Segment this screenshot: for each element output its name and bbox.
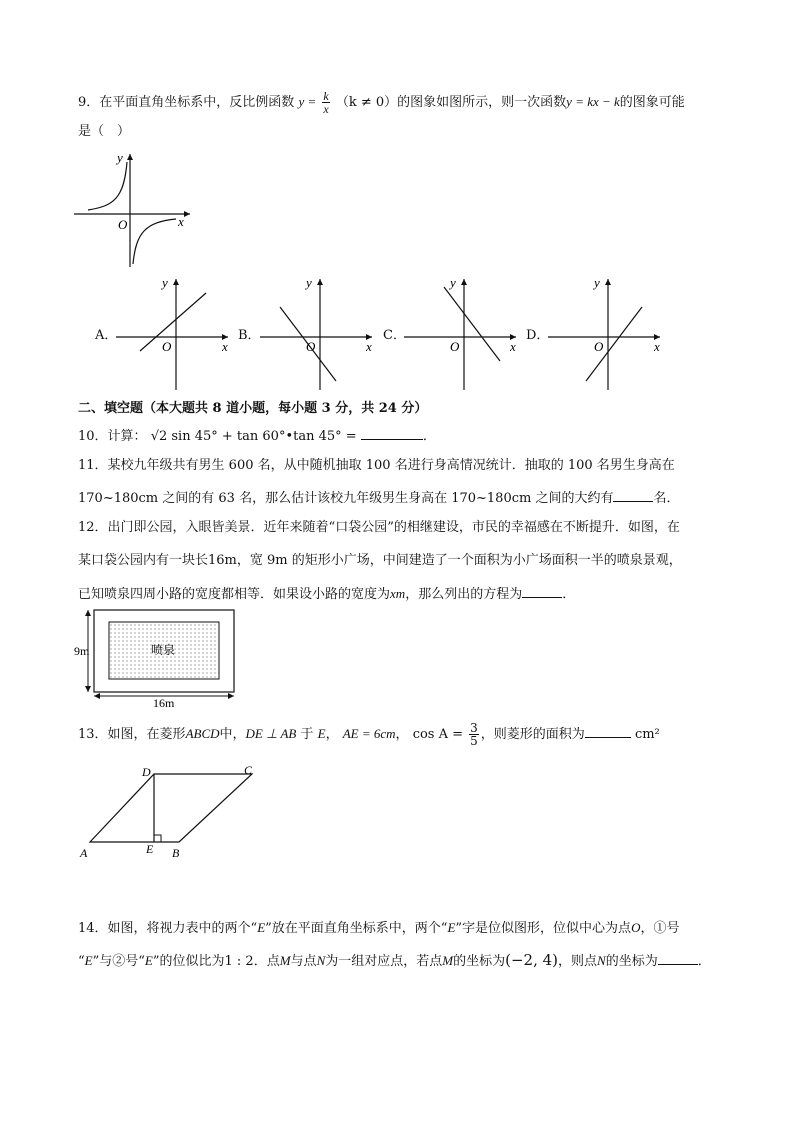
rhombus <box>90 774 252 842</box>
q14-n: N <box>316 953 326 968</box>
q9-line1 <box>78 90 685 115</box>
q10-tail: ． <box>422 429 436 444</box>
q14-tail: ． <box>697 954 711 969</box>
q12-answer-blank[interactable] <box>522 585 562 598</box>
q14-text-11: 的坐标为 <box>605 954 658 969</box>
q10-line <box>78 427 436 445</box>
point-c-label: C <box>244 763 253 777</box>
q14-text-9: 的坐标为 <box>453 954 506 969</box>
y-arrow-icon <box>127 154 133 160</box>
q12-line1: 12．出门即公园，入眼皆美景．近年来随着“口袋公园”的相继建设，市民的幸福感在不断提升．如图，在 <box>78 520 680 535</box>
q13-line: 13．如图，在菱形ABCD中，DE ⊥ AB 于 E， AE = 6cm， cos A = $\frac{3}{5}$ ，则菱形的面积为 cm² <box>78 721 660 748</box>
option-d-graph[interactable] <box>548 277 663 392</box>
q14-text-3: ”字是位似图形，位似中心为点 <box>455 921 632 936</box>
q12-line3 <box>78 585 575 603</box>
option-a-label[interactable]: A． <box>95 328 118 343</box>
q10-answer-blank[interactable] <box>361 427 423 440</box>
q9-hyperbola-graph <box>74 152 194 267</box>
y-label: y <box>117 150 123 165</box>
q13-unit: cm² <box>634 727 660 742</box>
q13-perp: DE ⊥ AB <box>245 726 297 741</box>
q14-text-5: ”与②号“ <box>92 954 145 969</box>
point-a-label: A <box>80 846 88 860</box>
x-label: x <box>222 339 228 354</box>
q13-text-2: 中， <box>219 727 246 742</box>
origin-label: O <box>450 339 460 354</box>
hyperbola-branch-4 <box>133 219 176 264</box>
q13-cos: cos A = <box>412 727 464 742</box>
origin-label: O <box>162 339 172 354</box>
q9-line2: 是（ ） <box>78 124 131 139</box>
q13-text-4: ，则菱形的面积为 <box>480 727 585 742</box>
frac-denominator: x <box>323 102 329 116</box>
origin-label: O <box>306 339 316 354</box>
q13-answer-blank[interactable] <box>585 725 631 738</box>
q10-text: 计算： <box>107 429 147 444</box>
q11-line1: 11．某校九年级共有男生 600 名，从中随机抽取 100 名进行身高情况统计．抽取的 100 名男生身高在 <box>78 458 675 473</box>
q13-e: E <box>317 726 326 741</box>
q9-text-2: 的图象如图所示，则一次函数 <box>397 95 567 110</box>
q11-tail: 名． <box>653 491 680 506</box>
y-label: y <box>450 275 456 290</box>
question-number: 9． <box>78 95 100 110</box>
q9-condition: （k ≠ 0） <box>335 95 398 110</box>
q13-text-3: 于 <box>300 727 314 742</box>
q14-e: E <box>144 953 153 968</box>
length-label: 16m <box>153 696 175 710</box>
y-label: y <box>594 275 600 290</box>
q14-line1 <box>78 920 679 937</box>
q13-fraction <box>469 722 479 747</box>
q11-text: 170~180cm 之间的有 63 名，那么估计该校九年级男生身高在 170~180cm 之间的大约有 <box>78 491 614 506</box>
q13-ae: AE = 6cm <box>342 726 396 741</box>
q14-e: E <box>447 920 456 935</box>
point-b-label: B <box>172 846 180 860</box>
q14-text-6: ”的位似比为1 : 2．点 <box>152 954 280 969</box>
frac-denominator: 5 <box>470 734 478 748</box>
point-e-label: E <box>146 842 154 856</box>
q14-e: E <box>257 920 266 935</box>
frac-numerator: k <box>323 89 329 103</box>
q14-text: 14．如图，将视力表中的两个“ <box>78 921 258 936</box>
arrow-right-icon <box>228 693 234 699</box>
q12-line2: 某口袋公园内有一块长16m，宽 9m 的矩形小广场，中间建造了一个面积为小广场面积一半的喷泉景观， <box>78 553 682 568</box>
q9-y-eq: y = <box>298 94 317 109</box>
q12-variable: xm <box>390 586 406 601</box>
y-label: y <box>306 275 312 290</box>
q14-quote: “ <box>78 954 85 969</box>
hyperbola-branch-2 <box>88 162 127 210</box>
x-label: x <box>366 339 372 354</box>
q12-text: 已知喷泉四周小路的宽度都相等．如果设小路的宽度为 <box>78 587 391 602</box>
q10-expression: √2 sin 45° + tan 60°•tan 45° = <box>150 429 357 444</box>
arrow-up-icon <box>85 610 91 616</box>
y-arrow-icon <box>317 279 323 285</box>
q14-text-8: 为一组对应点，若点 <box>325 954 443 969</box>
right-angle-mark-icon <box>154 835 161 842</box>
question-number: 10． <box>78 429 108 444</box>
x-label: x <box>178 214 184 229</box>
arrow-left-icon <box>94 693 100 699</box>
q13-rhombus-figure <box>76 762 266 862</box>
q12-tail: ． <box>562 587 576 602</box>
fountain-label: 喷泉 <box>151 643 176 657</box>
q14-o: O <box>631 920 641 935</box>
q13-abcd: ABCD <box>185 726 220 741</box>
option-a-graph[interactable] <box>116 277 231 392</box>
q14-text-10: ，则点 <box>558 954 598 969</box>
q9-text-3: 的图象可能 <box>619 95 685 110</box>
line-graph <box>140 293 206 351</box>
option-b-graph[interactable] <box>260 277 375 392</box>
q11-answer-blank[interactable] <box>613 489 653 502</box>
option-c-graph[interactable] <box>404 277 519 392</box>
q13-text: 如图，在菱形 <box>107 727 186 742</box>
q9-fraction <box>322 90 329 115</box>
q12-plaza-figure <box>74 608 249 708</box>
section-title: 二、填空题（本大题共 8 道小题，每小题 3 分，共 24 分） <box>78 401 428 416</box>
option-d-label[interactable]: D． <box>526 328 550 343</box>
q9-linear: y = kx − k <box>566 94 620 109</box>
q14-e: E <box>84 953 93 968</box>
option-c-label[interactable]: C． <box>383 328 406 343</box>
q12-text-2: ，那么列出的方程为 <box>405 587 523 602</box>
q11-line2 <box>78 489 679 507</box>
q14-line2 <box>78 952 711 970</box>
x-arrow-icon <box>184 211 190 217</box>
x-label: x <box>510 339 516 354</box>
option-b-label[interactable]: B． <box>238 328 261 343</box>
y-label: y <box>162 275 168 290</box>
q14-n: N <box>597 953 606 968</box>
q14-m: M <box>442 953 454 968</box>
q14-text-4: ，①号 <box>640 921 680 936</box>
q9-text-1: 在平面直角坐标系中，反比例函数 <box>99 95 295 110</box>
arrow-down-icon <box>85 686 91 692</box>
width-label: 9m <box>74 644 90 658</box>
frac-numerator: 3 <box>470 721 478 735</box>
q14-text-2: ”放在平面直角坐标系中，两个“ <box>265 921 448 936</box>
x-label: x <box>654 339 660 354</box>
question-number: 13． <box>78 727 108 742</box>
origin-label: O <box>118 217 128 232</box>
y-arrow-icon <box>461 279 467 285</box>
q14-text-7: 与点 <box>290 954 317 969</box>
point-d-label: D <box>142 765 151 779</box>
q14-m: M <box>279 953 291 968</box>
q14-coord: (−2, 4) <box>505 951 559 969</box>
q14-answer-blank[interactable] <box>658 952 698 965</box>
y-arrow-icon <box>605 279 611 285</box>
origin-label: O <box>594 339 604 354</box>
y-arrow-icon <box>173 279 179 285</box>
